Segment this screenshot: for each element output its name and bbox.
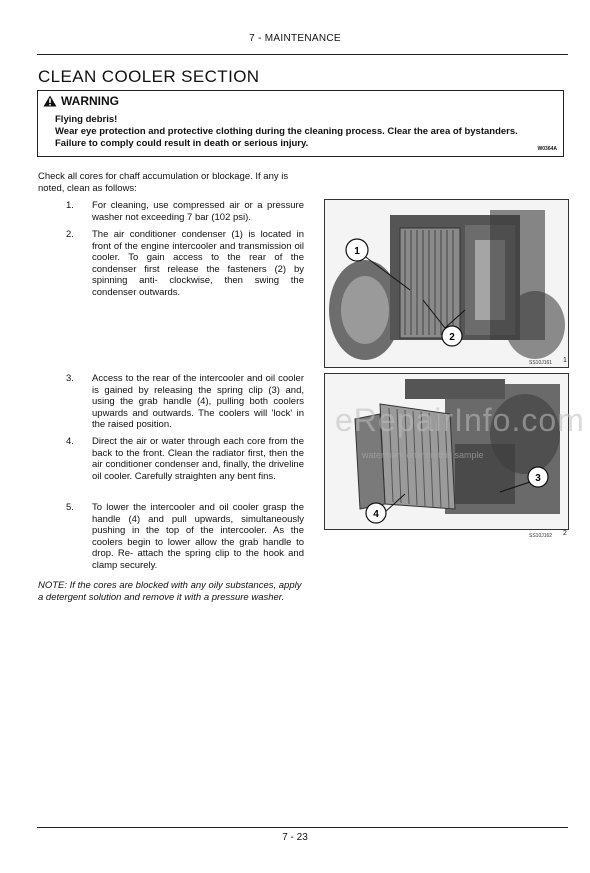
watermark-text: eRepairInfo.com: [335, 402, 585, 438]
step-text: Direct the air or water through each core from the back to the front. Clean the radiator first, then the air conditioner condenser and, finally, the driveline oil cooler. Carefully straighten any bent fins.: [92, 436, 304, 482]
intro-paragraph: Check all cores for chaff accumulation or blockage. If any is noted, clean as follows:: [38, 171, 289, 194]
watermark-subtext: watermark only on this sample: [362, 450, 484, 460]
figure-2-callout-3: 3: [535, 473, 541, 484]
warning-label: WARNING: [61, 94, 119, 108]
step-5: [66, 502, 306, 574]
page-header: 7 - MAINTENANCE: [249, 33, 341, 44]
step-number: 5.: [66, 502, 74, 513]
figure-1-number: 1: [563, 357, 567, 364]
page-title: CLEAN COOLER SECTION: [38, 67, 260, 86]
step-2: [66, 229, 306, 301]
step-text: For cleaning, use compressed air or a pressure washer not exceeding 7 bar (102 psi).: [92, 200, 304, 223]
step-number: 1.: [66, 200, 74, 211]
warning-header: [43, 94, 119, 108]
warning-box: [37, 90, 564, 157]
footer-rule: [37, 827, 568, 828]
figure-1: [324, 199, 569, 368]
step-3: [66, 373, 306, 433]
step-number: 4.: [66, 436, 74, 447]
step-1: [66, 200, 306, 224]
step-number: 3.: [66, 373, 74, 384]
figure-1-callout-1: 1: [354, 246, 360, 257]
warning-code: W0364A: [537, 146, 557, 152]
step-text: The air conditioner condenser (1) is located in front of the engine intercooler and transmission oil cooler. To gain access to the rear of the condenser first release the fasteners (2) by spinning anti- clockwise, then swing the condenser outwards.: [92, 229, 304, 298]
warning-line-2: Wear eye protection and protective clothing during the cleaning process. Clear the area of bystanders.: [55, 126, 518, 137]
figure-1-callout-2: 2: [449, 332, 455, 343]
header-rule: [37, 54, 568, 55]
figure-1-code: SS10J161: [529, 360, 553, 366]
figure-2-code: SS10J162: [529, 533, 553, 539]
warning-line-1: Flying debris!: [55, 114, 118, 125]
figure-2-callout-4: 4: [373, 509, 379, 520]
warning-triangle-icon: [43, 95, 57, 107]
step-4: [66, 436, 306, 496]
figure-2-number: 2: [563, 530, 567, 537]
note-paragraph: NOTE: If the cores are blocked with any oily substances, apply a detergent solution and remove it with a pressure washer.: [38, 580, 302, 603]
page-number: 7 - 23: [282, 832, 308, 843]
figure-1-illustration: [325, 200, 568, 367]
warning-line-3: Failure to comply could result in death or serious injury.: [55, 138, 309, 149]
step-number: 2.: [66, 229, 74, 240]
step-text: To lower the intercooler and oil cooler grasp the handle (4) and pull upwards, simultaneously pushing in the top of the intercooler. As the coolers begin to lower allow the grab handle to drop. Re- attach the spring clip to the hook and clamp securely.: [92, 502, 304, 571]
step-text: Access to the rear of the intercooler and oil cooler is gained by releasing the spring clip (3) and, using the grab handle (4), pulling both coolers upwards and outwards. The coolers will 'lock' in the raised position.: [92, 373, 304, 430]
